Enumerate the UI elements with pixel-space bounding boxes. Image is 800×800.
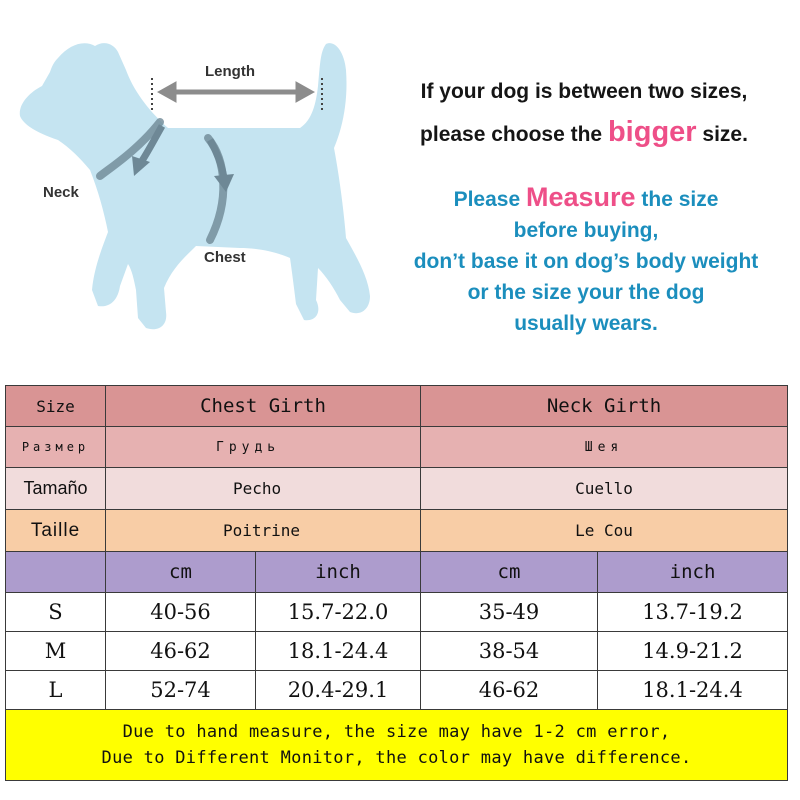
- size-guide-illustration-section: [0, 0, 800, 370]
- header-row-english: [6, 386, 788, 427]
- header-row-spanish: [6, 468, 788, 510]
- neck-header-fr: Le Cou: [421, 510, 788, 552]
- neck-cm-cell: 38-54: [421, 632, 598, 671]
- table-row: [6, 593, 788, 632]
- header-row-french: [6, 510, 788, 552]
- advice-line-2: before buying,: [513, 219, 659, 242]
- table-row: [6, 671, 788, 710]
- size-cell: S: [6, 593, 106, 632]
- disclaimer-row: [6, 710, 788, 781]
- neck-header-ru: Шея: [421, 427, 788, 468]
- chest-label: Chest: [204, 249, 246, 266]
- advice-line-1: [380, 182, 792, 215]
- header-row-russian: [6, 427, 788, 468]
- neck-inch-unit: inch: [598, 552, 788, 593]
- chest-inch-cell: 18.1-24.4: [256, 632, 421, 671]
- units-row: [6, 552, 788, 593]
- neck-girth-header: Neck Girth: [421, 386, 788, 427]
- size-header: Size: [6, 386, 106, 427]
- bigger-highlight: bigger: [607, 116, 697, 148]
- neck-inch-cell: 13.7-19.2: [598, 593, 788, 632]
- chest-header-es: Pecho: [106, 468, 421, 510]
- measure-highlight: Measure: [525, 182, 636, 212]
- size-header-fr: Taille: [6, 510, 106, 552]
- advice-line-4: or the size your the dog: [467, 281, 705, 304]
- size-cell: L: [6, 671, 106, 710]
- message-line-1: If your dog is between two sizes,: [420, 80, 748, 103]
- length-arrow: [158, 82, 314, 102]
- chest-cm-cell: 40-56: [106, 593, 256, 632]
- disclaimer-line-1: Due to hand measure, the size may have 1-2 cm error,: [122, 722, 671, 742]
- chest-inch-cell: 15.7-22.0: [256, 593, 421, 632]
- chest-header-fr: Poitrine: [106, 510, 421, 552]
- table-row: [6, 632, 788, 671]
- disclaimer-note: [6, 710, 788, 781]
- chest-header-ru: Грудь: [106, 427, 421, 468]
- chest-cm-cell: 52-74: [106, 671, 256, 710]
- chest-inch-cell: 20.4-29.1: [256, 671, 421, 710]
- advice-please: Please: [453, 188, 521, 211]
- neck-cm-cell: 46-62: [421, 671, 598, 710]
- size-cell: M: [6, 632, 106, 671]
- advice-line-5: usually wears.: [514, 312, 658, 335]
- neck-label: Neck: [43, 184, 79, 201]
- neck-cm-unit: cm: [421, 552, 598, 593]
- message-line-2: [398, 112, 770, 155]
- units-empty-cell: [6, 552, 106, 593]
- size-choice-message: [398, 72, 770, 155]
- measure-advice-message: [380, 182, 792, 339]
- neck-cm-cell: 35-49: [421, 593, 598, 632]
- message-line-2-end: size.: [702, 123, 748, 146]
- advice-line-1-end: the size: [641, 188, 719, 211]
- size-chart-table: [5, 385, 788, 781]
- advice-line-3: don’t base it on dog’s body weight: [413, 250, 759, 273]
- size-header-es: Tamaño: [6, 468, 106, 510]
- chest-girth-header: Chest Girth: [106, 386, 421, 427]
- chest-cm-cell: 46-62: [106, 632, 256, 671]
- length-label: Length: [205, 63, 255, 80]
- chest-inch-unit: inch: [256, 552, 421, 593]
- message-line-2-start: please choose the: [420, 123, 603, 146]
- chest-cm-unit: cm: [106, 552, 256, 593]
- neck-inch-cell: 14.9-21.2: [598, 632, 788, 671]
- size-header-ru: Размер: [6, 427, 106, 468]
- neck-header-es: Cuello: [421, 468, 788, 510]
- neck-inch-cell: 18.1-24.4: [598, 671, 788, 710]
- disclaimer-line-2: Due to Different Monitor, the color may have difference.: [101, 748, 692, 768]
